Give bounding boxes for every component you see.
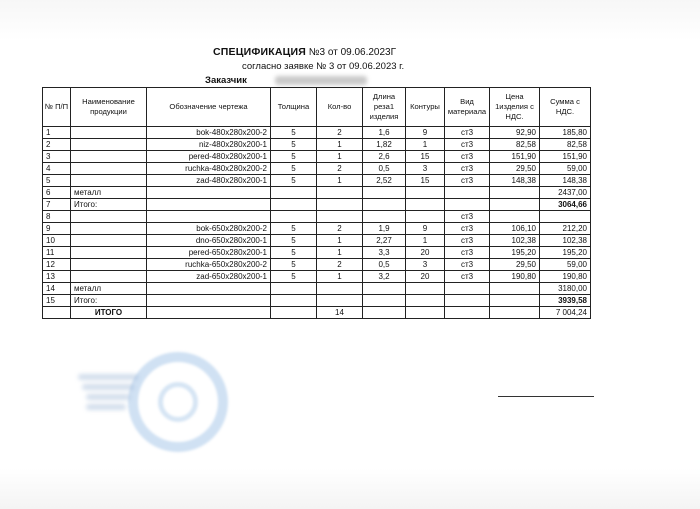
cut-length — [363, 295, 406, 307]
drawing-code — [147, 283, 271, 295]
cut-length: 0,5 — [363, 259, 406, 271]
row-sum: 3064,66 — [540, 199, 591, 211]
row-sum: 190,80 — [540, 271, 591, 283]
table-row — [43, 235, 591, 247]
table-row — [43, 127, 591, 139]
thickness — [271, 211, 317, 223]
product-name — [71, 211, 147, 223]
product-name — [71, 139, 147, 151]
contours: 3 — [406, 259, 445, 271]
material: ст3 — [445, 127, 490, 139]
row-sum: 102,38 — [540, 235, 591, 247]
quantity — [317, 187, 363, 199]
quantity — [317, 283, 363, 295]
material: ст3 — [445, 151, 490, 163]
row-sum: 82,58 — [540, 139, 591, 151]
thickness: 5 — [271, 175, 317, 187]
quantity — [317, 211, 363, 223]
quantity: 1 — [317, 271, 363, 283]
product-name: Итого: — [71, 295, 147, 307]
total-sum: 7 004,24 — [540, 307, 591, 319]
row-number: 2 — [43, 139, 71, 151]
drawing-code — [147, 187, 271, 199]
stamp-text-redacted — [78, 374, 138, 380]
unit-price: 148,38 — [490, 175, 540, 187]
unit-price — [490, 283, 540, 295]
product-name: металл — [71, 283, 147, 295]
table-row — [43, 139, 591, 151]
thickness: 5 — [271, 259, 317, 271]
contours — [406, 199, 445, 211]
drawing-code: bok-650x280x200-2 — [147, 223, 271, 235]
cut-length: 3,2 — [363, 271, 406, 283]
table-row — [43, 175, 591, 187]
cut-length: 3,3 — [363, 247, 406, 259]
col-header-cut-length: Длина реза1 изделия — [363, 88, 406, 127]
cut-length: 0,5 — [363, 163, 406, 175]
contours: 3 — [406, 163, 445, 175]
product-name — [71, 175, 147, 187]
thickness: 5 — [271, 139, 317, 151]
product-name — [71, 163, 147, 175]
cut-length — [363, 187, 406, 199]
material — [445, 199, 490, 211]
table-row — [43, 211, 591, 223]
row-number: 1 — [43, 127, 71, 139]
material: ст3 — [445, 223, 490, 235]
table-row — [43, 187, 591, 199]
table-row — [43, 199, 591, 211]
product-name — [71, 235, 147, 247]
row-sum: 2437,00 — [540, 187, 591, 199]
contours — [406, 283, 445, 295]
product-name — [71, 247, 147, 259]
document-subtitle: согласно заявке № 3 от 09.06.2023 г. — [242, 61, 405, 72]
material: ст3 — [445, 163, 490, 175]
seal-stamp — [128, 352, 228, 452]
thickness: 5 — [271, 163, 317, 175]
quantity: 1 — [317, 235, 363, 247]
row-sum: 195,20 — [540, 247, 591, 259]
quantity — [317, 199, 363, 211]
thickness — [271, 199, 317, 211]
unit-price: 82,58 — [490, 139, 540, 151]
material — [445, 187, 490, 199]
drawing-code — [147, 211, 271, 223]
material: ст3 — [445, 175, 490, 187]
contours: 9 — [406, 127, 445, 139]
contours — [406, 295, 445, 307]
unit-price: 29,50 — [490, 259, 540, 271]
drawing-code: bok-480x280x200-2 — [147, 127, 271, 139]
total-quantity: 14 — [317, 307, 363, 319]
unit-price: 151,90 — [490, 151, 540, 163]
col-header-name: Наименование продукции — [71, 88, 147, 127]
contours: 20 — [406, 247, 445, 259]
material: ст3 — [445, 259, 490, 271]
row-sum — [540, 211, 591, 223]
material: ст3 — [445, 139, 490, 151]
row-number: 15 — [43, 295, 71, 307]
col-header-thickness: Толщина — [271, 88, 317, 127]
title-number-date: №3 от 09.06.2023Г — [308, 47, 397, 58]
row-sum: 59,00 — [540, 163, 591, 175]
contours: 1 — [406, 139, 445, 151]
unit-price — [490, 295, 540, 307]
unit-price: 190,80 — [490, 271, 540, 283]
table-row — [43, 163, 591, 175]
col-header-number: № П/П — [43, 88, 71, 127]
total-label: ИТОГО — [71, 307, 147, 319]
cut-length: 1,9 — [363, 223, 406, 235]
cut-length: 2,52 — [363, 175, 406, 187]
row-sum: 3180,00 — [540, 283, 591, 295]
specification-table — [42, 87, 591, 319]
row-sum: 185,80 — [540, 127, 591, 139]
quantity — [317, 295, 363, 307]
customer-label: Заказчик — [205, 75, 247, 86]
quantity: 1 — [317, 175, 363, 187]
table-row — [43, 247, 591, 259]
quantity: 1 — [317, 151, 363, 163]
drawing-code: ruchka-650x280x200-2 — [147, 259, 271, 271]
thickness: 5 — [271, 235, 317, 247]
product-name — [71, 271, 147, 283]
drawing-code: pered-650x280x200-1 — [147, 247, 271, 259]
col-header-quantity: Кол-во — [317, 88, 363, 127]
row-number: 11 — [43, 247, 71, 259]
total-row — [43, 307, 591, 319]
thickness: 5 — [271, 127, 317, 139]
material: ст3 — [445, 247, 490, 259]
row-number: 8 — [43, 211, 71, 223]
product-name — [71, 223, 147, 235]
quantity: 2 — [317, 223, 363, 235]
unit-price — [490, 211, 540, 223]
drawing-code — [147, 199, 271, 211]
contours: 1 — [406, 235, 445, 247]
row-number: 4 — [43, 163, 71, 175]
unit-price — [490, 187, 540, 199]
material: ст3 — [445, 211, 490, 223]
product-name: металл — [71, 187, 147, 199]
unit-price: 106,10 — [490, 223, 540, 235]
thickness — [271, 187, 317, 199]
row-sum: 151,90 — [540, 151, 591, 163]
contours: 15 — [406, 175, 445, 187]
row-number: 5 — [43, 175, 71, 187]
cut-length: 1,6 — [363, 127, 406, 139]
col-header-drawing: Обозначение чертежа — [147, 88, 271, 127]
drawing-code — [147, 295, 271, 307]
unit-price: 29,50 — [490, 163, 540, 175]
row-number: 13 — [43, 271, 71, 283]
table-header-row — [43, 88, 591, 127]
product-name — [71, 127, 147, 139]
thickness — [271, 295, 317, 307]
drawing-code: dno-650x280x200-1 — [147, 235, 271, 247]
col-header-contours: Контуры — [406, 88, 445, 127]
material: ст3 — [445, 271, 490, 283]
signature-line — [498, 396, 594, 397]
drawing-code: niz-480x280x200-1 — [147, 139, 271, 151]
thickness: 5 — [271, 223, 317, 235]
col-header-material: Вид материала — [445, 88, 490, 127]
row-number: 7 — [43, 199, 71, 211]
thickness: 5 — [271, 247, 317, 259]
material — [445, 283, 490, 295]
row-sum: 148,38 — [540, 175, 591, 187]
table-row — [43, 283, 591, 295]
cut-length — [363, 211, 406, 223]
quantity: 1 — [317, 139, 363, 151]
row-sum: 212,20 — [540, 223, 591, 235]
document-title — [213, 46, 396, 58]
table-row — [43, 223, 591, 235]
row-sum: 3939,58 — [540, 295, 591, 307]
row-sum: 59,00 — [540, 259, 591, 271]
product-name — [71, 259, 147, 271]
unit-price — [490, 199, 540, 211]
material: ст3 — [445, 235, 490, 247]
table-row — [43, 259, 591, 271]
drawing-code: zad-650x280x200-1 — [147, 271, 271, 283]
table-row — [43, 295, 591, 307]
customer-name-redacted — [275, 76, 367, 85]
unit-price: 102,38 — [490, 235, 540, 247]
drawing-code: zad-480x280x200-1 — [147, 175, 271, 187]
quantity: 2 — [317, 127, 363, 139]
drawing-code: pered-480x280x200-1 — [147, 151, 271, 163]
col-header-price: Цена 1изделия с НДС. — [490, 88, 540, 127]
quantity: 2 — [317, 163, 363, 175]
row-number: 3 — [43, 151, 71, 163]
row-number: 10 — [43, 235, 71, 247]
thickness: 5 — [271, 271, 317, 283]
contours: 20 — [406, 271, 445, 283]
quantity: 1 — [317, 247, 363, 259]
contours: 15 — [406, 151, 445, 163]
thickness: 5 — [271, 151, 317, 163]
material — [445, 295, 490, 307]
contours — [406, 211, 445, 223]
unit-price: 195,20 — [490, 247, 540, 259]
row-number: 14 — [43, 283, 71, 295]
table-row — [43, 151, 591, 163]
cut-length: 2,6 — [363, 151, 406, 163]
cut-length: 2,27 — [363, 235, 406, 247]
table-row — [43, 271, 591, 283]
row-number: 12 — [43, 259, 71, 271]
contours: 9 — [406, 223, 445, 235]
cut-length: 1,82 — [363, 139, 406, 151]
title-main: СПЕЦИФИКАЦИЯ — [213, 46, 307, 58]
product-name — [71, 151, 147, 163]
product-name: Итого: — [71, 199, 147, 211]
row-number: 9 — [43, 223, 71, 235]
thickness — [271, 283, 317, 295]
cut-length — [363, 199, 406, 211]
contours — [406, 187, 445, 199]
unit-price: 92,90 — [490, 127, 540, 139]
cut-length — [363, 283, 406, 295]
col-header-sum: Сумма с НДС. — [540, 88, 591, 127]
quantity: 2 — [317, 259, 363, 271]
drawing-code: ruchka-480x280x200-2 — [147, 163, 271, 175]
row-number: 6 — [43, 187, 71, 199]
